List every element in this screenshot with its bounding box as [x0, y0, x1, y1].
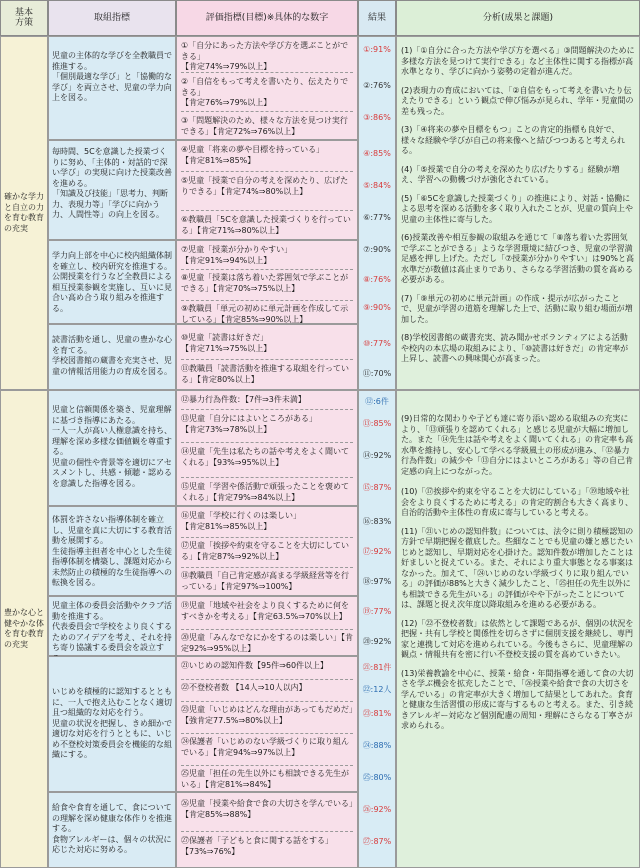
result-value: ㉑:81件 — [362, 663, 392, 672]
result-value: ⑧:76% — [363, 275, 391, 284]
analysis-item: (12)「㉒不登校者数」は依然として課題であるが、個別の状況を把握・共有し学校と関係性を切らさずに個別支援を継続し、専門家と連携して対応を進められている。今後もさらに、児童理解の観点・情報共有を密に行い不登校支援の質を高めていきたい。 — [401, 618, 634, 659]
analysis-column-2 — [396, 390, 640, 868]
analysis-item: (4)「⑤授業で自分の考えを深めたり広げたりする」経験が増え、学習への動機づけが強化されている。 — [401, 164, 620, 184]
indicator-group — [176, 596, 358, 656]
analysis-item: (10)「⑰挨拶や約束を守ることを大切にしている」「⑲地域や社会をより良くするために考える」の肯定的割合も大きく高まり、自治的活動や主体性の育成に寄与していると考える。 — [401, 487, 633, 517]
indicator-6: ⑥教職員「5Cを意識した授業づくりを行っている」【肯定71%⇒80%以上】 — [181, 210, 353, 236]
result-value: ⑳:92% — [362, 637, 392, 646]
indicator-16: ⑯児童「学校に行くのは楽しい」 【肯定81%⇒85%以上】 — [181, 511, 301, 531]
result-value: ①:91% — [363, 45, 391, 54]
header-basic: 基本 方策 — [0, 0, 48, 36]
result-value: ㉗:87% — [362, 837, 392, 846]
analysis-item: (2)表現力の育成においては、「②自信をもって考えを書いたり伝えたりできる」という観点で伸び悩みが見られ、学年・児童間の差も残った。 — [401, 85, 634, 116]
indicator-4: ④児童「将来の夢や目標を持っている」 【肯定81%⇒85%】 — [181, 145, 325, 165]
result-value: ㉓:81% — [362, 709, 392, 718]
analysis-column-1 — [396, 36, 640, 390]
initiative-cell: 児童と信頼関係を築き、児童理解に基づき指導にあたる。 一人一人が高い人権意識を持ち、理解を深め多様な価値観を尊重する。 児童の個性や背景等を適切にアセスメントし、共感・傾聴・認めるを意識した指導を図る。 — [48, 390, 176, 506]
indicator-23: ㉓児童「いじめはどんな理由があってもだめだ」【強肯定77.5%⇒80%以上】 — [181, 701, 353, 733]
indicator-21: ㉑いじめの認知件数【95件⇒60件以上】 — [181, 661, 329, 670]
initiative-cell: 体罰を許さない指導体制を確立し、児童を真に大切にする教育活動を展開する。 生徒指導主担者を中心とした生徒指導体制を構築し、課題対応から未然防止の積極的な生徒指導への転換を図る。 — [48, 506, 176, 596]
indicator-group — [176, 390, 358, 506]
initiative-cell: 毎時間、5Cを意識した授業づくりに努め、「主体的・対話的で深い学び」の実現に向けた授業改善を進める。 「知識及び技能」「思考力、判断力、表現力等」「学びに向かう力、人間性等」の向上を図る。 — [48, 140, 176, 240]
result-column-1 — [358, 36, 396, 390]
initiative-cell: 給食や食育を通して、食についての理解を深め健康な体作りを推進する。 食物アレルギーは、個々の状況に応じた対応に努める。 — [48, 792, 176, 868]
result-value: ⑭:92% — [362, 451, 392, 460]
analysis-item: (13)栄養教諭を中心に、授業・給食・年間指導を通して食の大切さを学ぶ機会を拡充したことで、「㉖授業や給食で食の大切さを学んでいる」の肯定率が大きく増加して結果としてあれた。食育と健康な生活習慣の形成に寄与するものと考える。また、引き続きアレルギー対応など個別配慮の周知・理解にさらなる丁寧さが求められる。 — [401, 668, 634, 730]
result-value: ⑩:77% — [363, 339, 391, 348]
indicator-14: ⑭児童「先生は私たちの話や考えをよく聞いてくれる」【93%⇒95%以上】 — [181, 442, 353, 477]
analysis-item: (5)「⑥5Cを意識した授業づくり」の推進により、対話・協働による思考を深める活動を多く取り入れたことが、児童の質向上や児童の主体性に寄与した。 — [401, 193, 633, 224]
analysis-item: (1)「①自分に合った方法や学び方を選べる」③問題解決のために多様な方法を見つけて実行できる」など主体性に関する指標が高水準となり、学びに向かう姿勢の定着が進んだ。 — [401, 46, 635, 76]
result-value: ㉕:80% — [362, 773, 392, 782]
result-value: ⑮:87% — [362, 483, 392, 492]
initiative-cell: 児童主体の委員会活動やクラブ活動を推進する。 代表委員会で学校をより良くするためのアイデアを考え、それを持ち寄り協議する委員会を設立す — [48, 596, 176, 656]
indicator-26: ㉖児童「授業や給食で食の大切さを学んでいる」【肯定85%⇒88%】 — [181, 799, 353, 819]
indicator-25: ㉕児童「担任の先生以外にも相談できる先生がいる」【肯定81%⇒84%】 — [181, 765, 353, 790]
result-value: ⑯:83% — [362, 517, 392, 526]
section-label: 豊かな心と健やかな体を育む教育の充実 — [0, 390, 48, 868]
indicator-5: ⑤児童「授業で自分の考えを深めたり、広げたりできる」【肯定74%⇒80%以上】 — [181, 171, 353, 210]
indicator-group — [176, 506, 358, 596]
result-value: ⑲:77% — [362, 607, 392, 616]
analysis-item: (3)「④将来の夢や目標をもつ」ことの肯定的指標も良好で、様々な経験や学びが自己の将来像へと結びつつあると考えられる。 — [401, 125, 625, 155]
analysis-item: (8)学校図書館の蔵書充実、読み聞かせボランティアによる活動や校内の本広場の取組みにより、「⑩読書は好きだ」の肯定率が上昇し、読書への興味関心が高まった。 — [401, 333, 629, 363]
result-value: ③:86% — [363, 113, 391, 122]
indicator-2: ②「自信をもって考えを書いたり、伝えたりできる」 【肯定76%⇒79%以上】 — [181, 72, 353, 111]
indicator-12: ⑫暴力行為件数：【7件⇒3件未満】 — [181, 395, 306, 404]
result-value: ⑫:6件 — [365, 397, 389, 406]
result-value: ㉔:88% — [362, 741, 392, 750]
indicator-8: ⑧児童「授業は落ち着いた雰囲気で学ぶことができる」【肯定70%⇒75%以上】 — [181, 269, 353, 300]
analysis-item: (7)「⑨単元の初めに単元計画」の作成・提示が広がったことで、児童が学習の道筋を理解した上で、活動に取り組む場面が増加した。 — [401, 293, 633, 324]
header-analysis: 分析(成果と課題) — [396, 0, 640, 36]
indicator-22: ㉒不登校者数 【14人⇒10人以内】 — [181, 679, 353, 701]
indicator-15: ⑮児童「学習や係活動で頑張ったことを褒めてくれる」【肯定79%⇒84%以上】 — [181, 477, 353, 503]
result-value: ⑨:90% — [363, 303, 391, 312]
indicator-group — [176, 792, 358, 868]
result-value: ⑥:77% — [363, 213, 391, 222]
header-initiative: 取組指標 — [48, 0, 176, 36]
indicator-1: ①「自分にあった方法や学び方を選ぶことができる」 【肯定74%⇒79%以上】 — [181, 41, 349, 71]
result-value: ㉒:12人 — [362, 685, 392, 694]
indicator-group — [176, 324, 358, 390]
indicator-27: ㉗保護者「子どもと食に関する話をする」 【73%⇒76%】 — [181, 831, 353, 857]
indicator-19: ⑲児童「地域や社会をより良くするために何をすべきかを考える」【肯定63.5%⇒70%以上】 — [181, 601, 349, 621]
result-value: ⑰:92% — [362, 547, 392, 556]
result-value: ②:76% — [363, 81, 391, 90]
indicator-24: ㉔保護者「いじめのない学級づくりに取り組んでいる」【肯定94%⇒97%以上】 — [181, 733, 353, 765]
initiative-cell: いじめを積極的に認知するとともに、一人で抱え込むことなく適切且つ組織的な対応を行う。 児童の状況を把握し、きめ細かで適切な対応を行うとともに、いじめ不登校対策委員会を機能的な組織にする。 — [48, 656, 176, 792]
header-evaluation: 評価指標(目標)※具体的な数字 — [176, 0, 358, 36]
indicator-13: ⑬児童「自分にはよいところがある」 【肯定73%⇒78%以上】 — [181, 409, 353, 442]
result-value: ⑦:90% — [363, 245, 391, 254]
result-value: ④:85% — [363, 149, 391, 158]
result-value: ⑪:70% — [362, 369, 392, 378]
header-result: 結果 — [358, 0, 396, 36]
result-value: ⑬:85% — [362, 419, 392, 428]
indicator-3: ③「問題解決のため、様々な方法を見つけ実行できる」【肯定72%⇒76%以上】 — [181, 111, 353, 137]
indicator-9: ⑨教職員「単元の初めに単元計画を作成して示している」【肯定85%⇒90%以上】 — [181, 300, 353, 325]
indicator-7: ⑦児童「授業が分かりやすい」 【肯定91%⇒94%以上】 — [181, 245, 293, 265]
indicator-17: ⑰児童「挨拶や約束を守ることを大切にしている」【肯定87%⇒92%以上】 — [181, 537, 353, 567]
section-label: 確かな学力と自立の力を育む教育の充実 — [0, 36, 48, 390]
analysis-item: (6)授業改善や相互参観の取組みを通じて「⑧落ち着いた雰囲気で学ぶことができる」ような学習環境に結びつき、児童の学習満足感を押し上げた。ただし「⑦授業が分かりやすい」は90%と高水準だが数値は高止まりであり、さらなる学習活動の質を高める必要がある。 — [401, 233, 634, 284]
indicator-18: ⑱教職員「自己肯定感が高まる学級経営等を行っている」【肯定97%⇒100%】 — [181, 567, 353, 592]
initiative-cell: 学力向上部を中心に校内組織体制を確立し、校内研究を推進する。 公開授業を行うなど全教員による相互授業参観を実施し、互いに見合い高め合う取り組みを推進する。 — [48, 240, 176, 324]
indicator-group — [176, 36, 358, 140]
indicator-group — [176, 240, 358, 324]
indicator-20: ⑳児童「みんなでなにかをするのは楽しい」【肯定92%⇒95%以上】 — [181, 629, 353, 654]
initiative-cell: 児童の主体的な学びを全教職員で推進する。 「個別最適な学び」と「協働的な学び」を両立させ、児童の学力向上を図る。 — [48, 36, 176, 140]
indicator-group — [176, 140, 358, 240]
analysis-item: (9)日常的な関わりや子ども達に寄り添い認める取組みの充実により、「⑬頑張りを認めてくれる」と感じる児童が大幅に増加した。また「⑭先生は話や考えをよく聞いてくれる」の肯定率も高水準を維持し、安心して学べる学級風土の形成が進み、「⑫暴力行為件数」の減少や「⑬自分にはよいところがある」等の自己肯定感の向上につながった。 — [401, 414, 633, 476]
result-value: ⑱:97% — [362, 577, 392, 586]
result-value: ㉖:92% — [362, 805, 392, 814]
indicator-10: ⑩児童「読書は好きだ」 【肯定71%⇒75%以上】 — [181, 333, 272, 353]
indicator-group — [176, 656, 358, 792]
indicator-11: ⑪教職員「読書活動を推進する取組を行っている」【肯定80%以上】 — [181, 359, 353, 385]
initiative-cell: 読書活動を通し、児童の豊かな心を育てる。 学校図書館の蔵書を充実させ、児童の情報活用能力の育成を図る。 — [48, 324, 176, 390]
analysis-item: (11)「㉑いじめの認知件数」については、法令に則り積極認知の方針で早期把握を徹底した。些細なことでも児童の嫌と感じたいじめと認知し、早期対応を心掛けた。認知件数が増加したことは好ましいと捉えている。また、それにより重大事態となる事案はなかった。加えて、「㉔いじめのない学級づくりに取り組んでいる」の評価が88%と大きく減少したこと、「㉕担任の先生以外にも相談できる先生がいる」の評価がやや下がったことについては、課題と捉え次年度以降取組みを進める必要がある。 — [401, 526, 634, 609]
result-value: ⑤:84% — [363, 181, 391, 190]
result-column-2 — [358, 390, 396, 868]
